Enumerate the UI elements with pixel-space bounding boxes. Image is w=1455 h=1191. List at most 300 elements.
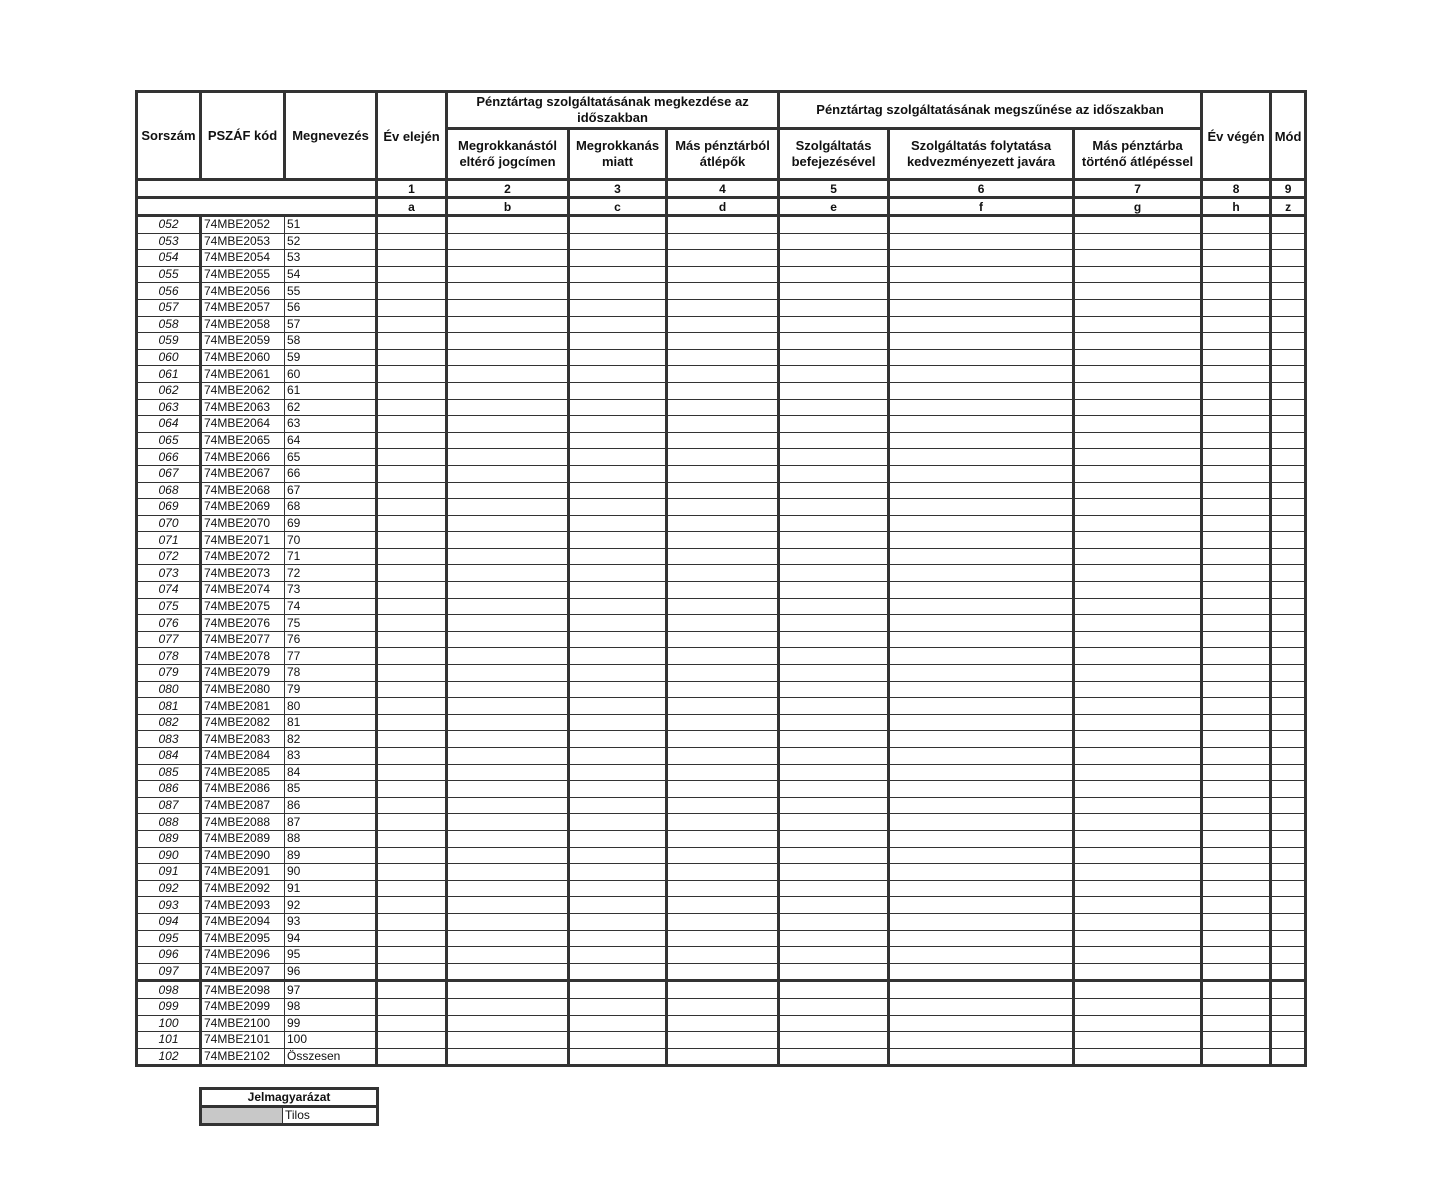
cell-b[interactable] — [447, 399, 569, 416]
cell-a[interactable] — [377, 233, 447, 250]
cell-g[interactable] — [1074, 416, 1202, 433]
cell-h[interactable] — [1202, 897, 1271, 914]
cell-a[interactable] — [377, 665, 447, 682]
cell-a[interactable] — [377, 864, 447, 881]
cell-f[interactable] — [889, 432, 1074, 449]
cell-g[interactable] — [1074, 648, 1202, 665]
cell-a[interactable] — [377, 764, 447, 781]
cell-e[interactable] — [779, 598, 889, 615]
cell-b[interactable] — [447, 499, 569, 516]
cell-h[interactable] — [1202, 283, 1271, 300]
cell-c[interactable] — [569, 565, 667, 582]
cell-b[interactable] — [447, 548, 569, 565]
cell-z[interactable] — [1271, 897, 1306, 914]
cell-g[interactable] — [1074, 731, 1202, 748]
cell-a[interactable] — [377, 1015, 447, 1032]
cell-e[interactable] — [779, 947, 889, 964]
cell-h[interactable] — [1202, 764, 1271, 781]
cell-h[interactable] — [1202, 731, 1271, 748]
cell-g[interactable] — [1074, 764, 1202, 781]
cell-d[interactable] — [667, 283, 779, 300]
cell-e[interactable] — [779, 216, 889, 234]
cell-z[interactable] — [1271, 764, 1306, 781]
cell-f[interactable] — [889, 416, 1074, 433]
cell-f[interactable] — [889, 731, 1074, 748]
cell-d[interactable] — [667, 582, 779, 599]
cell-c[interactable] — [569, 333, 667, 350]
cell-f[interactable] — [889, 698, 1074, 715]
cell-f[interactable] — [889, 565, 1074, 582]
cell-z[interactable] — [1271, 1048, 1306, 1066]
cell-f[interactable] — [889, 897, 1074, 914]
cell-z[interactable] — [1271, 515, 1306, 532]
cell-h[interactable] — [1202, 864, 1271, 881]
cell-g[interactable] — [1074, 714, 1202, 731]
cell-b[interactable] — [447, 947, 569, 964]
cell-c[interactable] — [569, 449, 667, 466]
cell-a[interactable] — [377, 565, 447, 582]
cell-g[interactable] — [1074, 532, 1202, 549]
cell-g[interactable] — [1074, 814, 1202, 831]
cell-g[interactable] — [1074, 1048, 1202, 1066]
cell-c[interactable] — [569, 897, 667, 914]
cell-c[interactable] — [569, 913, 667, 930]
cell-b[interactable] — [447, 216, 569, 234]
cell-f[interactable] — [889, 532, 1074, 549]
cell-b[interactable] — [447, 897, 569, 914]
cell-h[interactable] — [1202, 1048, 1271, 1066]
cell-d[interactable] — [667, 316, 779, 333]
cell-h[interactable] — [1202, 1032, 1271, 1049]
cell-e[interactable] — [779, 781, 889, 798]
cell-h[interactable] — [1202, 465, 1271, 482]
cell-h[interactable] — [1202, 1015, 1271, 1032]
cell-e[interactable] — [779, 1032, 889, 1049]
cell-b[interactable] — [447, 797, 569, 814]
cell-f[interactable] — [889, 814, 1074, 831]
cell-h[interactable] — [1202, 648, 1271, 665]
cell-g[interactable] — [1074, 366, 1202, 383]
cell-f[interactable] — [889, 963, 1074, 981]
cell-g[interactable] — [1074, 998, 1202, 1015]
cell-z[interactable] — [1271, 797, 1306, 814]
cell-z[interactable] — [1271, 482, 1306, 499]
cell-b[interactable] — [447, 681, 569, 698]
cell-z[interactable] — [1271, 432, 1306, 449]
cell-c[interactable] — [569, 216, 667, 234]
cell-d[interactable] — [667, 299, 779, 316]
cell-c[interactable] — [569, 797, 667, 814]
cell-c[interactable] — [569, 830, 667, 847]
cell-g[interactable] — [1074, 681, 1202, 698]
cell-a[interactable] — [377, 532, 447, 549]
cell-g[interactable] — [1074, 598, 1202, 615]
cell-h[interactable] — [1202, 615, 1271, 632]
cell-b[interactable] — [447, 449, 569, 466]
cell-a[interactable] — [377, 847, 447, 864]
cell-c[interactable] — [569, 233, 667, 250]
cell-z[interactable] — [1271, 930, 1306, 947]
cell-f[interactable] — [889, 913, 1074, 930]
cell-b[interactable] — [447, 532, 569, 549]
cell-e[interactable] — [779, 366, 889, 383]
cell-z[interactable] — [1271, 698, 1306, 715]
cell-z[interactable] — [1271, 399, 1306, 416]
cell-a[interactable] — [377, 748, 447, 765]
cell-e[interactable] — [779, 432, 889, 449]
cell-b[interactable] — [447, 1032, 569, 1049]
cell-a[interactable] — [377, 797, 447, 814]
cell-d[interactable] — [667, 548, 779, 565]
cell-a[interactable] — [377, 897, 447, 914]
cell-b[interactable] — [447, 764, 569, 781]
cell-f[interactable] — [889, 465, 1074, 482]
cell-z[interactable] — [1271, 731, 1306, 748]
cell-h[interactable] — [1202, 748, 1271, 765]
cell-f[interactable] — [889, 847, 1074, 864]
cell-h[interactable] — [1202, 930, 1271, 947]
cell-b[interactable] — [447, 250, 569, 267]
cell-e[interactable] — [779, 449, 889, 466]
cell-e[interactable] — [779, 266, 889, 283]
cell-z[interactable] — [1271, 1032, 1306, 1049]
cell-f[interactable] — [889, 631, 1074, 648]
cell-f[interactable] — [889, 499, 1074, 516]
cell-h[interactable] — [1202, 880, 1271, 897]
cell-d[interactable] — [667, 847, 779, 864]
cell-d[interactable] — [667, 698, 779, 715]
cell-e[interactable] — [779, 797, 889, 814]
cell-b[interactable] — [447, 465, 569, 482]
cell-b[interactable] — [447, 814, 569, 831]
cell-b[interactable] — [447, 382, 569, 399]
cell-d[interactable] — [667, 349, 779, 366]
cell-z[interactable] — [1271, 830, 1306, 847]
cell-d[interactable] — [667, 864, 779, 881]
cell-d[interactable] — [667, 333, 779, 350]
cell-g[interactable] — [1074, 830, 1202, 847]
cell-c[interactable] — [569, 681, 667, 698]
cell-b[interactable] — [447, 349, 569, 366]
cell-e[interactable] — [779, 648, 889, 665]
cell-a[interactable] — [377, 432, 447, 449]
cell-h[interactable] — [1202, 814, 1271, 831]
cell-e[interactable] — [779, 714, 889, 731]
cell-e[interactable] — [779, 615, 889, 632]
cell-e[interactable] — [779, 416, 889, 433]
cell-g[interactable] — [1074, 432, 1202, 449]
cell-e[interactable] — [779, 764, 889, 781]
cell-h[interactable] — [1202, 399, 1271, 416]
cell-c[interactable] — [569, 349, 667, 366]
cell-a[interactable] — [377, 963, 447, 981]
cell-b[interactable] — [447, 432, 569, 449]
cell-b[interactable] — [447, 366, 569, 383]
cell-e[interactable] — [779, 814, 889, 831]
cell-c[interactable] — [569, 416, 667, 433]
cell-b[interactable] — [447, 981, 569, 999]
cell-b[interactable] — [447, 648, 569, 665]
cell-a[interactable] — [377, 830, 447, 847]
cell-z[interactable] — [1271, 250, 1306, 267]
cell-c[interactable] — [569, 981, 667, 999]
cell-a[interactable] — [377, 499, 447, 516]
cell-f[interactable] — [889, 830, 1074, 847]
cell-h[interactable] — [1202, 532, 1271, 549]
cell-e[interactable] — [779, 316, 889, 333]
cell-e[interactable] — [779, 283, 889, 300]
cell-g[interactable] — [1074, 333, 1202, 350]
cell-f[interactable] — [889, 998, 1074, 1015]
cell-g[interactable] — [1074, 1032, 1202, 1049]
cell-a[interactable] — [377, 913, 447, 930]
cell-a[interactable] — [377, 1048, 447, 1066]
cell-z[interactable] — [1271, 748, 1306, 765]
cell-d[interactable] — [667, 797, 779, 814]
cell-f[interactable] — [889, 333, 1074, 350]
cell-h[interactable] — [1202, 482, 1271, 499]
cell-z[interactable] — [1271, 449, 1306, 466]
cell-e[interactable] — [779, 333, 889, 350]
cell-c[interactable] — [569, 432, 667, 449]
cell-a[interactable] — [377, 416, 447, 433]
cell-z[interactable] — [1271, 266, 1306, 283]
cell-e[interactable] — [779, 532, 889, 549]
cell-c[interactable] — [569, 731, 667, 748]
cell-d[interactable] — [667, 233, 779, 250]
cell-d[interactable] — [667, 897, 779, 914]
cell-f[interactable] — [889, 1048, 1074, 1066]
cell-g[interactable] — [1074, 499, 1202, 516]
cell-z[interactable] — [1271, 216, 1306, 234]
cell-b[interactable] — [447, 316, 569, 333]
cell-h[interactable] — [1202, 432, 1271, 449]
cell-e[interactable] — [779, 515, 889, 532]
cell-c[interactable] — [569, 532, 667, 549]
cell-g[interactable] — [1074, 565, 1202, 582]
cell-f[interactable] — [889, 981, 1074, 999]
cell-d[interactable] — [667, 366, 779, 383]
cell-a[interactable] — [377, 482, 447, 499]
cell-h[interactable] — [1202, 565, 1271, 582]
cell-d[interactable] — [667, 515, 779, 532]
cell-b[interactable] — [447, 582, 569, 599]
cell-g[interactable] — [1074, 913, 1202, 930]
cell-f[interactable] — [889, 947, 1074, 964]
cell-e[interactable] — [779, 250, 889, 267]
cell-b[interactable] — [447, 333, 569, 350]
cell-e[interactable] — [779, 582, 889, 599]
cell-z[interactable] — [1271, 382, 1306, 399]
cell-d[interactable] — [667, 947, 779, 964]
cell-f[interactable] — [889, 582, 1074, 599]
cell-e[interactable] — [779, 1015, 889, 1032]
cell-e[interactable] — [779, 565, 889, 582]
cell-f[interactable] — [889, 366, 1074, 383]
cell-h[interactable] — [1202, 598, 1271, 615]
cell-h[interactable] — [1202, 250, 1271, 267]
cell-h[interactable] — [1202, 582, 1271, 599]
cell-b[interactable] — [447, 598, 569, 615]
cell-b[interactable] — [447, 1048, 569, 1066]
cell-z[interactable] — [1271, 1015, 1306, 1032]
cell-z[interactable] — [1271, 465, 1306, 482]
cell-g[interactable] — [1074, 947, 1202, 964]
cell-b[interactable] — [447, 781, 569, 798]
cell-g[interactable] — [1074, 880, 1202, 897]
cell-c[interactable] — [569, 1015, 667, 1032]
cell-h[interactable] — [1202, 781, 1271, 798]
cell-f[interactable] — [889, 748, 1074, 765]
cell-d[interactable] — [667, 432, 779, 449]
cell-h[interactable] — [1202, 698, 1271, 715]
cell-z[interactable] — [1271, 864, 1306, 881]
cell-z[interactable] — [1271, 681, 1306, 698]
cell-b[interactable] — [447, 1015, 569, 1032]
cell-c[interactable] — [569, 366, 667, 383]
cell-a[interactable] — [377, 548, 447, 565]
cell-a[interactable] — [377, 515, 447, 532]
cell-g[interactable] — [1074, 449, 1202, 466]
cell-c[interactable] — [569, 814, 667, 831]
cell-a[interactable] — [377, 681, 447, 698]
cell-e[interactable] — [779, 399, 889, 416]
cell-e[interactable] — [779, 665, 889, 682]
cell-f[interactable] — [889, 548, 1074, 565]
cell-h[interactable] — [1202, 333, 1271, 350]
cell-b[interactable] — [447, 748, 569, 765]
cell-c[interactable] — [569, 698, 667, 715]
cell-b[interactable] — [447, 266, 569, 283]
cell-a[interactable] — [377, 947, 447, 964]
cell-z[interactable] — [1271, 416, 1306, 433]
cell-h[interactable] — [1202, 631, 1271, 648]
cell-c[interactable] — [569, 482, 667, 499]
cell-b[interactable] — [447, 963, 569, 981]
cell-f[interactable] — [889, 615, 1074, 632]
cell-f[interactable] — [889, 714, 1074, 731]
cell-g[interactable] — [1074, 548, 1202, 565]
cell-f[interactable] — [889, 449, 1074, 466]
cell-z[interactable] — [1271, 631, 1306, 648]
cell-b[interactable] — [447, 731, 569, 748]
cell-c[interactable] — [569, 250, 667, 267]
cell-e[interactable] — [779, 499, 889, 516]
cell-d[interactable] — [667, 731, 779, 748]
cell-b[interactable] — [447, 565, 569, 582]
cell-d[interactable] — [667, 814, 779, 831]
cell-a[interactable] — [377, 880, 447, 897]
cell-c[interactable] — [569, 963, 667, 981]
cell-f[interactable] — [889, 216, 1074, 234]
cell-a[interactable] — [377, 250, 447, 267]
cell-a[interactable] — [377, 382, 447, 399]
cell-z[interactable] — [1271, 499, 1306, 516]
cell-a[interactable] — [377, 930, 447, 947]
cell-d[interactable] — [667, 216, 779, 234]
cell-e[interactable] — [779, 897, 889, 914]
cell-b[interactable] — [447, 631, 569, 648]
cell-d[interactable] — [667, 963, 779, 981]
cell-b[interactable] — [447, 930, 569, 947]
cell-c[interactable] — [569, 764, 667, 781]
cell-g[interactable] — [1074, 1015, 1202, 1032]
cell-e[interactable] — [779, 731, 889, 748]
cell-h[interactable] — [1202, 548, 1271, 565]
cell-g[interactable] — [1074, 515, 1202, 532]
cell-g[interactable] — [1074, 864, 1202, 881]
cell-d[interactable] — [667, 449, 779, 466]
cell-h[interactable] — [1202, 714, 1271, 731]
cell-d[interactable] — [667, 748, 779, 765]
cell-c[interactable] — [569, 947, 667, 964]
cell-g[interactable] — [1074, 316, 1202, 333]
cell-g[interactable] — [1074, 216, 1202, 234]
cell-e[interactable] — [779, 998, 889, 1015]
cell-f[interactable] — [889, 482, 1074, 499]
cell-z[interactable] — [1271, 913, 1306, 930]
cell-c[interactable] — [569, 1048, 667, 1066]
cell-c[interactable] — [569, 615, 667, 632]
cell-d[interactable] — [667, 399, 779, 416]
cell-e[interactable] — [779, 349, 889, 366]
cell-c[interactable] — [569, 864, 667, 881]
cell-c[interactable] — [569, 998, 667, 1015]
cell-c[interactable] — [569, 598, 667, 615]
cell-f[interactable] — [889, 399, 1074, 416]
cell-f[interactable] — [889, 515, 1074, 532]
cell-b[interactable] — [447, 283, 569, 300]
cell-a[interactable] — [377, 731, 447, 748]
cell-g[interactable] — [1074, 897, 1202, 914]
cell-b[interactable] — [447, 416, 569, 433]
cell-b[interactable] — [447, 615, 569, 632]
cell-b[interactable] — [447, 665, 569, 682]
cell-b[interactable] — [447, 830, 569, 847]
cell-a[interactable] — [377, 648, 447, 665]
cell-d[interactable] — [667, 648, 779, 665]
cell-h[interactable] — [1202, 665, 1271, 682]
cell-z[interactable] — [1271, 998, 1306, 1015]
cell-h[interactable] — [1202, 963, 1271, 981]
cell-e[interactable] — [779, 880, 889, 897]
cell-d[interactable] — [667, 880, 779, 897]
cell-g[interactable] — [1074, 266, 1202, 283]
cell-e[interactable] — [779, 698, 889, 715]
cell-d[interactable] — [667, 830, 779, 847]
cell-e[interactable] — [779, 930, 889, 947]
cell-f[interactable] — [889, 1032, 1074, 1049]
cell-a[interactable] — [377, 465, 447, 482]
cell-d[interactable] — [667, 1032, 779, 1049]
cell-f[interactable] — [889, 764, 1074, 781]
cell-c[interactable] — [569, 930, 667, 947]
cell-b[interactable] — [447, 299, 569, 316]
cell-c[interactable] — [569, 631, 667, 648]
cell-h[interactable] — [1202, 830, 1271, 847]
cell-b[interactable] — [447, 482, 569, 499]
cell-g[interactable] — [1074, 465, 1202, 482]
cell-a[interactable] — [377, 216, 447, 234]
cell-f[interactable] — [889, 781, 1074, 798]
cell-z[interactable] — [1271, 333, 1306, 350]
cell-g[interactable] — [1074, 698, 1202, 715]
cell-c[interactable] — [569, 781, 667, 798]
cell-e[interactable] — [779, 981, 889, 999]
cell-b[interactable] — [447, 880, 569, 897]
cell-c[interactable] — [569, 548, 667, 565]
cell-h[interactable] — [1202, 913, 1271, 930]
